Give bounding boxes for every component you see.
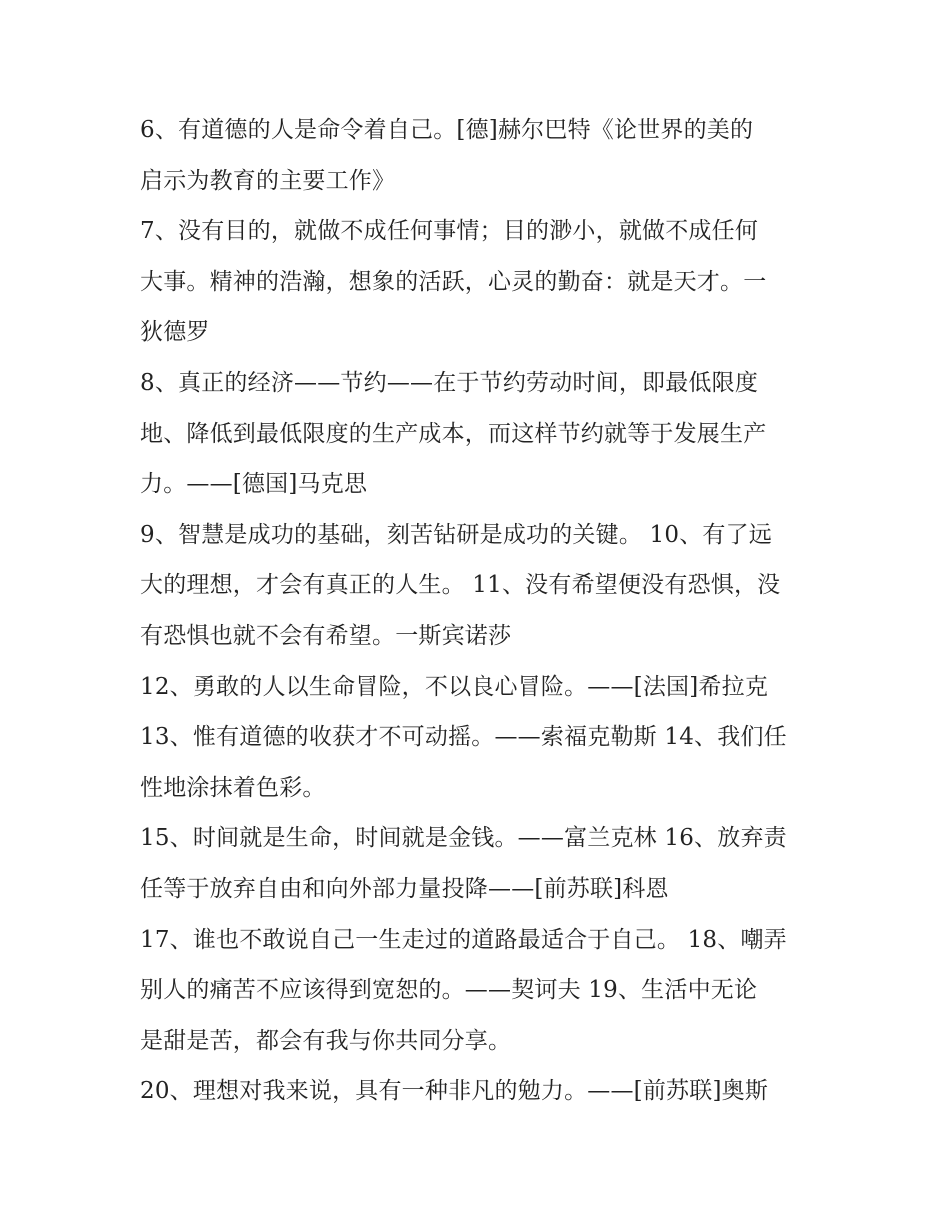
text-line: 8、真正的经济——节约——在于节约劳动时间，即最低限度	[140, 369, 759, 396]
text-line: 15、时间就是生命，时间就是金钱。——富兰克林 16、放弃责	[140, 825, 787, 852]
quote-text-block	[140, 105, 820, 1117]
text-line: 7、没有目的，就做不成任何事情；目的渺小，就做不成任何	[140, 218, 759, 245]
text-line: 狄德罗	[140, 319, 210, 346]
text-line: 17、谁也不敢说自己一生走过的道路最适合于自己。 18、嘲弄	[140, 926, 787, 953]
text-line: 大的理想，才会有真正的人生。 11、没有希望便没有恐惧，没	[140, 572, 781, 599]
text-line: 任等于放弃自由和向外部力量投降——[前苏联]科恩	[140, 875, 669, 902]
text-line: 大事。精神的浩瀚，想象的活跃，心灵的勤奋：就是天才。一	[140, 268, 767, 295]
text-line: 9、智慧是成功的基础，刻苦钻研是成功的关键。 10、有了远	[140, 521, 773, 548]
text-line: 性地涂抹着色彩。	[140, 774, 326, 801]
text-line: 别人的痛苦不应该得到宽恕的。——契诃夫 19、生活中无论	[140, 977, 758, 1004]
text-line: 是甜是苦，都会有我与你共同分享。	[140, 1027, 512, 1054]
text-line: 12、勇敢的人以生命冒险，不以良心冒险。——[法国]希拉克	[140, 673, 769, 700]
text-line: 20、理想对我来说，具有一种非凡的勉力。——[前苏联]奥斯	[140, 1078, 769, 1105]
text-line: 力。——[德国]马克思	[140, 471, 368, 498]
text-line: 6、有道德的人是命令着自己。[德]赫尔巴特《论世界的美的	[140, 117, 754, 143]
text-line: 启示为教育的主要工作》	[140, 167, 396, 194]
text-line: 有恐惧也就不会有希望。一斯宾诺莎	[140, 622, 512, 649]
text-line: 13、惟有道德的收获才不可动摇。——索福克勒斯 14、我们任	[140, 724, 787, 751]
text-line: 地、降低到最低限度的生产成本，而这样节约就等于发展生产	[140, 420, 767, 447]
